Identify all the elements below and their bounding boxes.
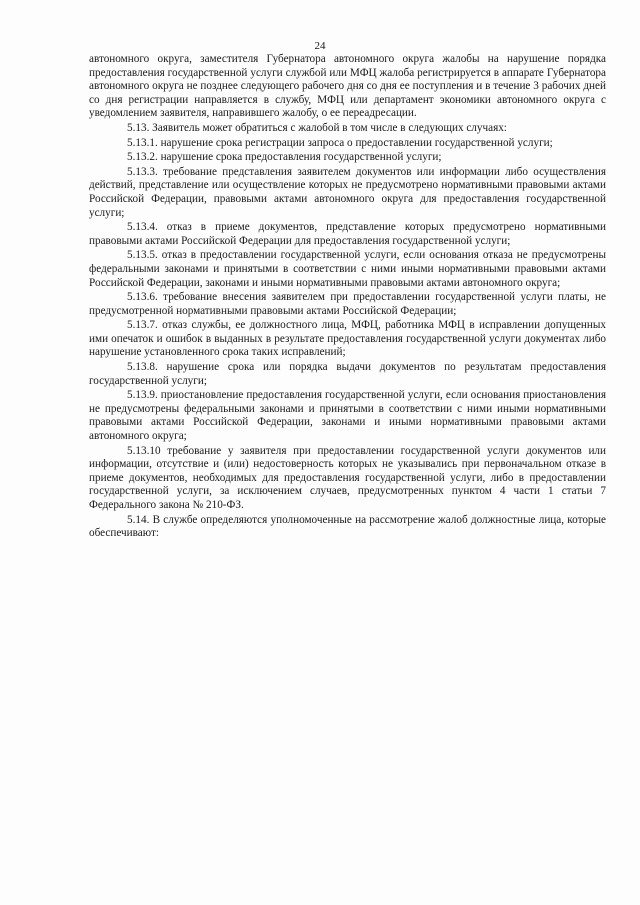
page-number: 24 <box>314 40 326 52</box>
paragraph-5-13: 5.13. Заявитель может обратиться с жалобой в том числе в следующих случаях: <box>127 121 507 134</box>
paragraph-5-13-1: 5.13.1. нарушение срока регистрации запроса о предоставлении государственной услуги; <box>127 136 553 149</box>
paragraph-5-13-10: 5.13.10 требование у заявителя при предоставлении государственной услуги документов или информации, отсутствие и (или) недостоверность которых не указывались при первоначальном отказе в приеме документов, необходимых для предоставления государственной услуги, либо в предоставлении государственной услуги, за исключением случаев, предусмотренных пунктом 4 части 1 статьи 7 Федерального закона № 210-ФЗ. <box>89 444 606 511</box>
paragraph-5-13-2: 5.13.2. нарушение срока предоставления государственной услуги; <box>127 151 442 164</box>
document-body <box>89 53 606 542</box>
paragraph-5-13-7: 5.13.7. отказ службы, ее должностного лица, МФЦ, работника МФЦ в исправлении допущенных ими опечаток и ошибок в выданных в результате предоставления государственной услуги документах либо нарушение установленного срока таких исправлений; <box>89 319 606 359</box>
paragraph-5-13-5: 5.13.5. отказ в предоставлении государственной услуги, если основания отказа не предусмотрены федеральными законами и принятыми в соответствии с ними иными нормативными правовыми актами Российской Федерации, законами и иными нормативными правовыми актами автономного округа; <box>89 249 606 289</box>
paragraph-5-13-9: 5.13.9. приостановление предоставления государственной услуги, если основания приостановления не предусмотрены федеральными законами и принятыми в соответствии с ними иными нормативными правовыми актами Российской Федерации, законами и иными нормативными правовыми актами автономного округа; <box>89 389 606 443</box>
paragraph-5-13-6: 5.13.6. требование внесения заявителем при предоставлении государственной услуги платы, не предусмотренной нормативными правовыми актами Российской Федерации; <box>89 291 606 317</box>
paragraph-continuation: автономного округа, заместителя Губернатора автономного округа жалобы на нарушение порядка предоставления государственной услуги службой или МФЦ жалоба регистрируется в аппарате Губернатора автономного округа не позднее следующего рабочего дня со дня ее поступления и в течение 3 рабочих дней со дня регистрации направляется в службу, МФЦ или департамент экономики автономного округа с уведомлением заявителя, направившего жалобу, о ее переадресации. <box>89 53 606 120</box>
paragraph-5-13-8: 5.13.8. нарушение срока или порядка выдачи документов по результатам предоставления государственной услуги; <box>89 361 606 387</box>
paragraph-5-14: 5.14. В службе определяются уполномоченные на рассмотрение жалоб должностные лица, которые обеспечивают: <box>89 513 606 540</box>
paragraph-5-13-3: 5.13.3. требование представления заявителем документов или информации либо осуществления действий, представление или осуществление которых не предусмотрено нормативными правовыми актами Российской Федерации, правовыми актами автономного округа для предоставления государственной услуги; <box>89 165 606 219</box>
paragraph-5-13-4: 5.13.4. отказ в приеме документов, представление которых предусмотрено нормативными правовыми актами Российской Федерации для предоставления государственной услуги; <box>89 221 606 247</box>
